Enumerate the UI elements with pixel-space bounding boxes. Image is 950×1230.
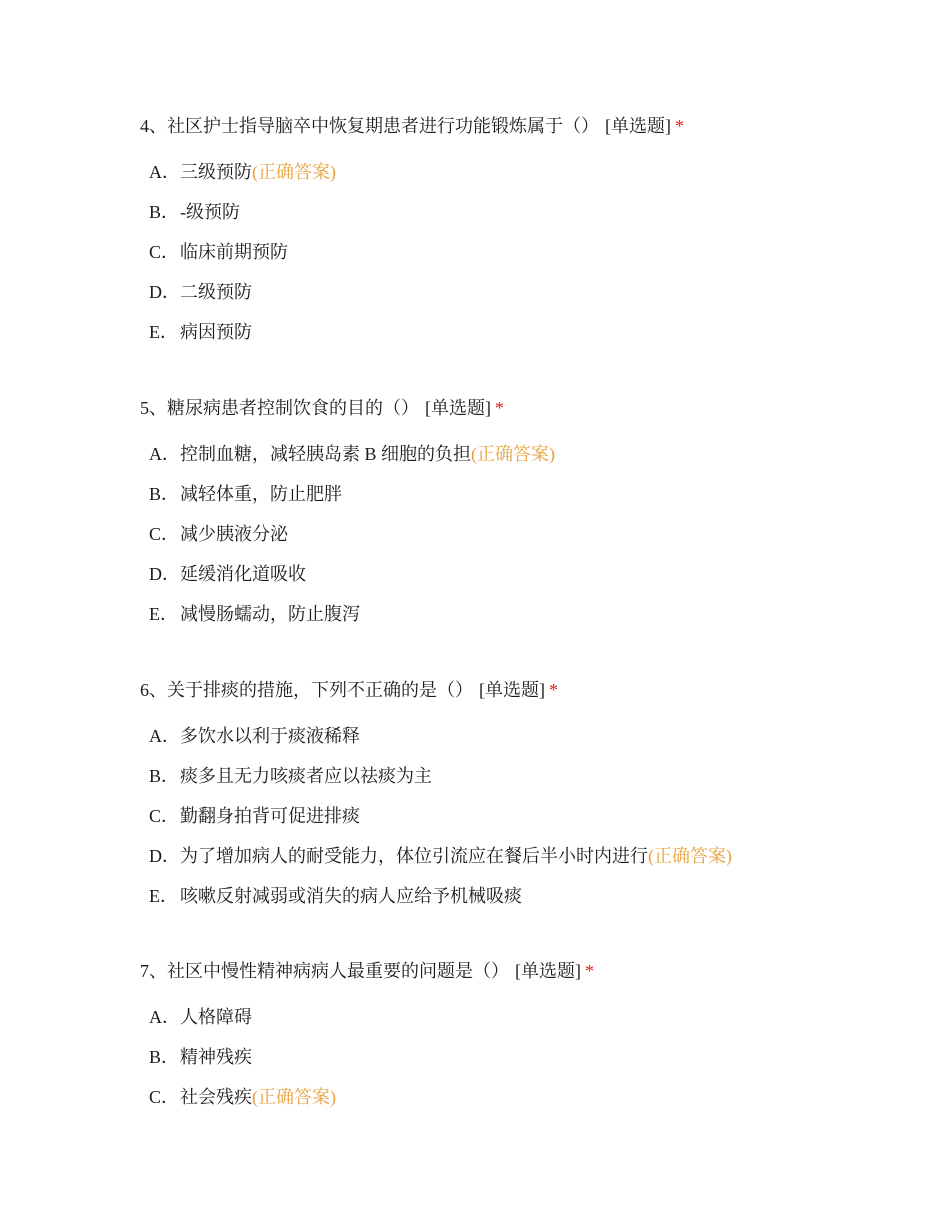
option-item xyxy=(140,522,900,546)
required-mark: * xyxy=(549,680,558,700)
option-item xyxy=(140,320,900,344)
question-text: 4、社区护士指导脑卒中恢复期患者进行功能锻炼属于（） xyxy=(140,116,599,136)
option-text: 勤翻身拍背可促进排痰 xyxy=(180,806,360,826)
option-text: 延缓消化道吸收 xyxy=(180,564,306,584)
option-letter: E． xyxy=(149,322,178,342)
question-title xyxy=(140,114,900,138)
question-text: 5、糖尿病患者控制饮食的目的（） xyxy=(140,398,419,418)
option-text: 控制血糖，减轻胰岛素 B 细胞的负担 xyxy=(180,444,472,464)
correct-answer-mark: (正确答案) xyxy=(252,1087,336,1107)
option-item xyxy=(140,844,900,868)
question-text: 7、社区中慢性精神病病人最重要的问题是（） xyxy=(140,961,509,981)
option-item xyxy=(140,1045,900,1069)
question-block xyxy=(140,114,900,360)
option-text: 为了增加病人的耐受能力，体位引流应在餐后半小时内进行 xyxy=(180,846,648,866)
option-item xyxy=(140,200,900,224)
option-letter: D． xyxy=(149,564,180,584)
option-letter: C． xyxy=(149,1087,180,1107)
option-text: 人格障碍 xyxy=(180,1007,252,1027)
option-text: 精神残疾 xyxy=(180,1047,252,1067)
option-item xyxy=(140,562,900,586)
option-text: 痰多且无力咳痰者应以祛痰为主 xyxy=(180,766,432,786)
option-letter: A． xyxy=(149,444,180,464)
option-text: 病因预防 xyxy=(180,322,252,342)
option-item xyxy=(140,884,900,908)
option-item xyxy=(140,602,900,626)
option-letter: C． xyxy=(149,242,180,262)
option-text: 减轻体重，防止肥胖 xyxy=(180,484,342,504)
option-item xyxy=(140,804,900,828)
option-item xyxy=(140,1005,900,1029)
option-list xyxy=(140,724,900,908)
question-block xyxy=(140,959,900,1125)
option-item xyxy=(140,280,900,304)
option-letter: B． xyxy=(149,1047,180,1067)
correct-answer-mark: (正确答案) xyxy=(252,162,336,182)
question-type: [单选题] xyxy=(425,398,491,418)
option-letter: C． xyxy=(149,806,180,826)
option-item xyxy=(140,764,900,788)
option-letter: B． xyxy=(149,202,180,222)
question-title xyxy=(140,396,900,420)
correct-answer-mark: (正确答案) xyxy=(471,444,556,464)
option-text: 临床前期预防 xyxy=(180,242,288,262)
option-item xyxy=(140,160,900,184)
option-item xyxy=(140,1085,900,1109)
question-type: [单选题] xyxy=(515,961,581,981)
option-item xyxy=(140,442,900,466)
option-letter: B． xyxy=(149,484,180,504)
option-text: 社会残疾 xyxy=(180,1087,252,1107)
required-mark: * xyxy=(585,961,594,981)
question-type: [单选题] xyxy=(605,116,671,136)
option-letter: E． xyxy=(149,886,178,906)
option-text: 减慢肠蠕动，防止腹泻 xyxy=(180,604,360,624)
question-text: 6、关于排痰的措施，下列不正确的是（） xyxy=(140,680,473,700)
option-text: 多饮水以利于痰液稀释 xyxy=(180,726,360,746)
question-block xyxy=(140,678,900,924)
option-letter: A． xyxy=(149,1007,180,1027)
question-block xyxy=(140,396,900,642)
option-item xyxy=(140,724,900,748)
option-letter: E． xyxy=(149,604,178,624)
required-mark: * xyxy=(495,398,504,418)
option-letter: B． xyxy=(149,766,180,786)
option-list xyxy=(140,1005,900,1109)
option-text: 三级预防 xyxy=(180,162,252,182)
option-letter: D． xyxy=(149,282,180,302)
option-letter: C． xyxy=(149,524,180,544)
required-mark: * xyxy=(675,116,684,136)
option-text: 二级预防 xyxy=(180,282,252,302)
option-list xyxy=(140,160,900,344)
option-item xyxy=(140,240,900,264)
question-type: [单选题] xyxy=(479,680,545,700)
option-letter: A． xyxy=(149,162,180,182)
option-letter: A． xyxy=(149,726,180,746)
option-text: -级预防 xyxy=(180,202,240,222)
option-text: 咳嗽反射减弱或消失的病人应给予机械吸痰 xyxy=(180,886,522,906)
question-title xyxy=(140,678,900,702)
option-text: 减少胰液分泌 xyxy=(180,524,288,544)
option-letter: D． xyxy=(149,846,180,866)
option-item xyxy=(140,482,900,506)
question-title xyxy=(140,959,900,983)
correct-answer-mark: (正确答案) xyxy=(648,846,732,866)
option-list xyxy=(140,442,900,626)
